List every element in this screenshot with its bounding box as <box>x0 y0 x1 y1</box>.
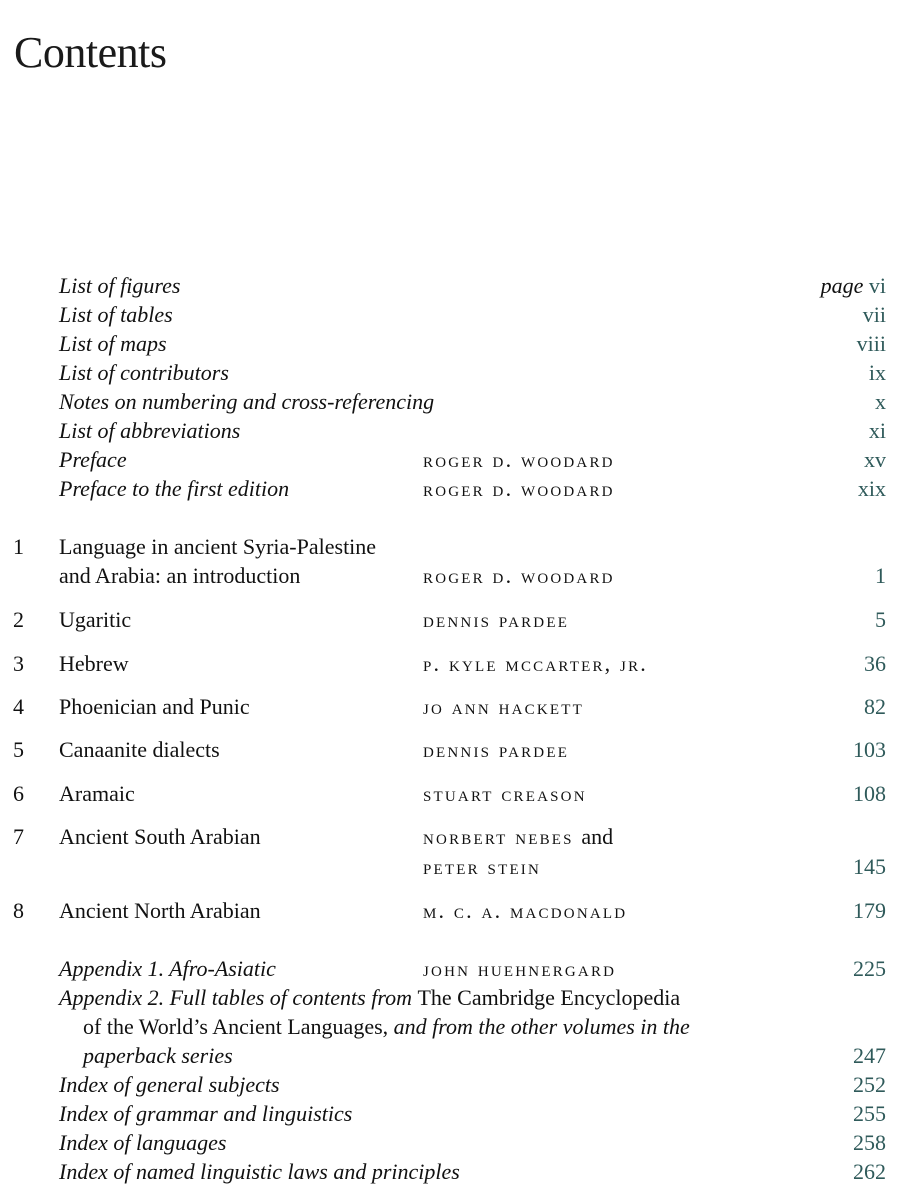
chapter-page: 108 <box>853 781 886 806</box>
entry-author: roger d. woodard <box>423 476 615 501</box>
chapter-title: Hebrew <box>59 651 129 676</box>
entry-page <box>821 271 886 300</box>
entry-page: xi <box>868 418 886 443</box>
title-italic: Appendix 2. Full tables of contents from <box>59 985 418 1010</box>
entry-title: List of abbreviations <box>59 418 241 443</box>
title-italic: and from the other volumes in the <box>388 1014 690 1039</box>
book-title: of the World’s Ancient Languages, <box>83 1014 389 1039</box>
entry-page: 258 <box>853 1130 886 1155</box>
entry-title: List of contributors <box>59 360 229 385</box>
entry-page: 247 <box>853 1043 886 1068</box>
entry-title: Notes on numbering and cross-referencing <box>59 389 435 414</box>
entry-page: vii <box>862 302 886 327</box>
chapter-page: 36 <box>864 651 886 676</box>
entry-title: List of tables <box>59 302 173 327</box>
entry-title: Preface to the first edition <box>59 476 290 501</box>
page-prefix: page <box>820 273 864 298</box>
entry-title: Index of grammar and linguistics <box>59 1101 353 1126</box>
chapter-number: 2 <box>13 607 24 632</box>
chapter-page: 5 <box>875 607 886 632</box>
chapter-author: roger d. woodard <box>423 563 615 588</box>
chapter-title: Phoenician and Punic <box>59 694 250 719</box>
author-joiner: and <box>581 824 614 849</box>
chapter-author: jo ann hackett <box>423 694 584 719</box>
entry-page: 262 <box>853 1159 886 1184</box>
chapter-author: stuart creason <box>423 781 587 806</box>
entry-title: Appendix 1. Afro-Asiatic <box>59 956 276 981</box>
author-name: norbert nebes <box>423 824 574 849</box>
entry-page: 255 <box>853 1101 886 1126</box>
chapter-number: 3 <box>13 651 24 676</box>
chapter-title: Aramaic <box>59 781 135 806</box>
entry-page: 252 <box>853 1072 886 1097</box>
entry-page: viii <box>856 331 886 356</box>
page-number: vi <box>868 273 886 298</box>
chapter-page: 179 <box>853 898 886 923</box>
chapter-author-2: peter stein <box>423 854 542 879</box>
chapter-page: 103 <box>853 737 886 762</box>
chapter-author: m. c. a. macdonald <box>423 898 628 923</box>
entry-title-cont: paperback series <box>83 1043 233 1068</box>
chapter-number: 1 <box>13 534 24 559</box>
chapter-title: Ugaritic <box>59 607 132 632</box>
chapter-title: Ancient South Arabian <box>59 824 261 849</box>
chapter-author: dennis pardee <box>423 607 570 632</box>
chapter-page: 145 <box>853 854 886 879</box>
chapter-title: Canaanite dialects <box>59 737 220 762</box>
entry-title: List of figures <box>59 273 181 298</box>
entry-title-cont <box>83 1012 690 1041</box>
entry-page: xv <box>864 447 886 472</box>
entry-title: Index of languages <box>59 1130 227 1155</box>
chapter-title: and Arabia: an introduction <box>59 563 301 588</box>
entry-author: roger d. woodard <box>423 447 615 472</box>
entry-page: xix <box>857 476 886 501</box>
entry-author: john huehnergard <box>423 956 617 981</box>
chapter-page: 1 <box>875 563 886 588</box>
chapter-title: Ancient North Arabian <box>59 898 261 923</box>
page-title: Contents <box>14 28 167 78</box>
chapter-number: 4 <box>13 694 24 719</box>
book-title: The Cambridge Encyclopedia <box>417 985 681 1010</box>
entry-title: Index of general subjects <box>59 1072 280 1097</box>
entry-page: ix <box>868 360 886 385</box>
chapter-page: 82 <box>864 694 886 719</box>
chapter-author: p. kyle mccarter, jr. <box>423 651 648 676</box>
entry-title: Preface <box>59 447 127 472</box>
chapter-number: 8 <box>13 898 24 923</box>
chapter-number: 5 <box>13 737 24 762</box>
chapter-author: dennis pardee <box>423 737 570 762</box>
chapter-number: 7 <box>13 824 24 849</box>
entry-title: List of maps <box>59 331 167 356</box>
entry-page: x <box>875 389 886 414</box>
chapter-number: 6 <box>13 781 24 806</box>
chapter-title: Language in ancient Syria-Palestine <box>59 534 377 559</box>
entry-title: Index of named linguistic laws and principles <box>59 1159 460 1184</box>
entry-title <box>59 983 680 1012</box>
chapter-author <box>423 822 613 851</box>
entry-page: 225 <box>853 956 886 981</box>
